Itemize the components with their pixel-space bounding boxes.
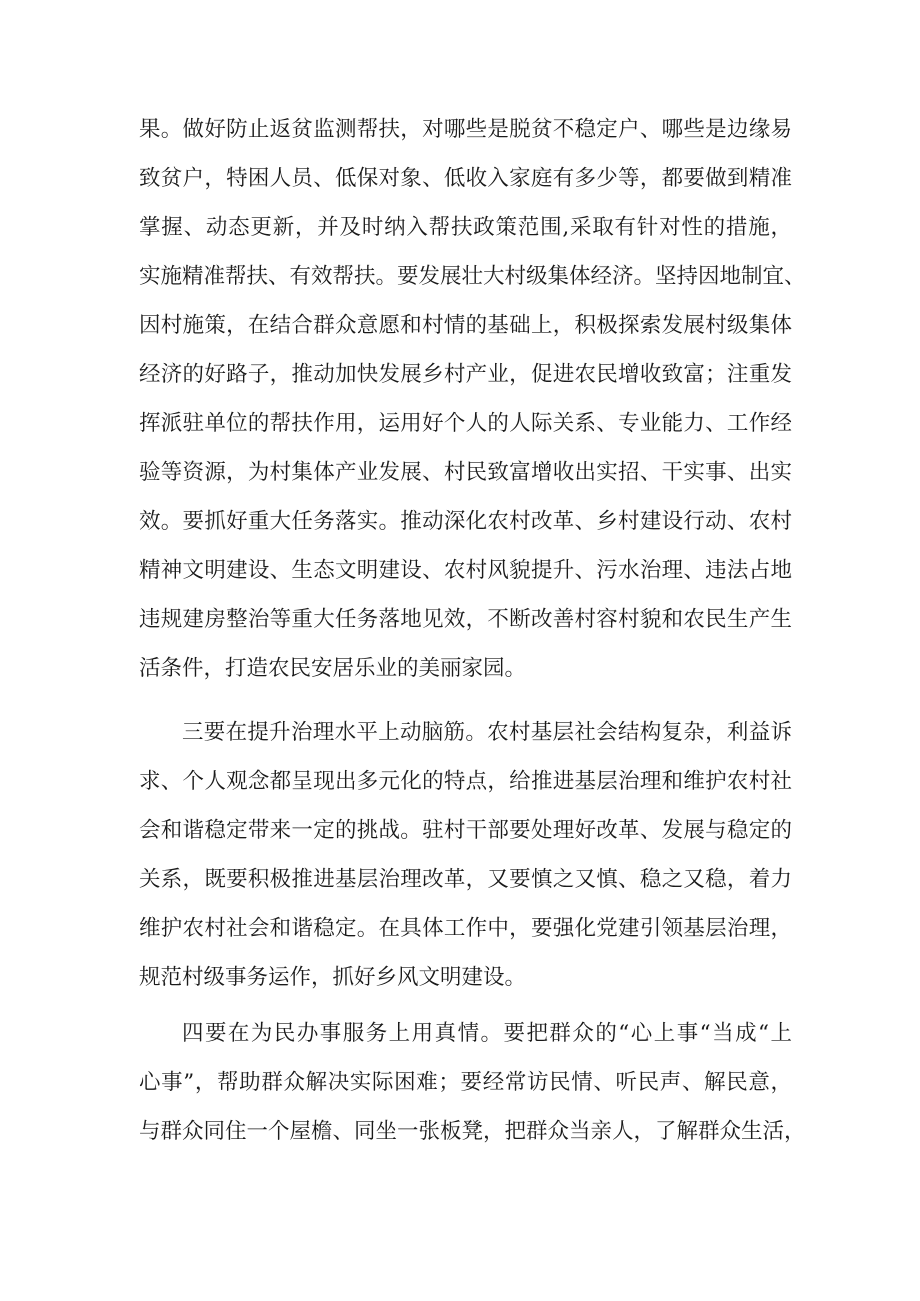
text-line: 效。要抓好重大任务落实。推动深化农村改革、乡村建设行动、农村 (139, 509, 792, 534)
text-line: 活条件，打造农民安居乐业的美丽家园。 (139, 656, 527, 681)
paragraph-four-start: 四要在为民办事服务上用真情。要把群众的“心上事“当成“上 (182, 1021, 792, 1046)
text-line: 违规建房整治等重大任务落地见效，不断改善村容村貌和农民生产生 (139, 607, 792, 632)
text-line: 精神文明建设、生态文明建设、农村风貌提升、污水治理、违法占地 (139, 558, 792, 583)
paragraph-three-start: 三要在提升治理水平上动脑筋。农村基层社会结构复杂，利益诉 (182, 720, 792, 745)
text-line: 关系，既要积极推进基层治理改革，又要慎之又慎、稳之又稳，着力 (139, 867, 792, 892)
text-line: 果。做好防止返贫监测帮扶，对哪些是脱贫不稳定户、哪些是边缘易 (139, 117, 792, 142)
text-line: 实施精准帮扶、有效帮扶。要发展壮大村级集体经济。坚持因地制宜、 (139, 264, 806, 289)
text-line: 致贫户，特困人员、低保对象、低收入家庭有多少等，都要做到精准 (139, 166, 792, 191)
text-line: 与群众同住一个屋檐、同坐一张板凳，把群众当亲人，了解群众生活， (139, 1119, 806, 1144)
text-line: 维护农村社会和谐稳定。在具体工作中，要强化党建引领基层治理， (139, 916, 792, 941)
text-line: 经济的好路子，推动加快发展乡村产业，促进农民增收致富；注重发 (139, 362, 792, 387)
text-line: 验等资源，为村集体产业发展、村民致富增收出实招、干实事、出实 (139, 460, 792, 485)
text-line: 求、个人观念都呈现出多元化的特点，给推进基层治理和维护农村社 (139, 769, 792, 794)
text-line: 心事”，帮助群众解决实际困难；要经常访民情、听民声、解民意， (139, 1070, 792, 1095)
text-line: 因村施策，在结合群众意愿和村情的基础上，积极探索发展村级集体 (139, 313, 792, 338)
text-line: 掌握、动态更新，并及时纳入帮扶政策范围,采取有针对性的措施， (139, 215, 792, 240)
text-line: 会和谐稳定带来一定的挑战。驻村干部要处理好改革、发展与稳定的 (139, 818, 792, 843)
text-line: 挥派驻单位的帮扶作用，运用好个人的人际关系、专业能力、工作经 (139, 411, 792, 436)
text-line: 规范村级事务运作，抓好乡风文明建设。 (139, 965, 527, 990)
